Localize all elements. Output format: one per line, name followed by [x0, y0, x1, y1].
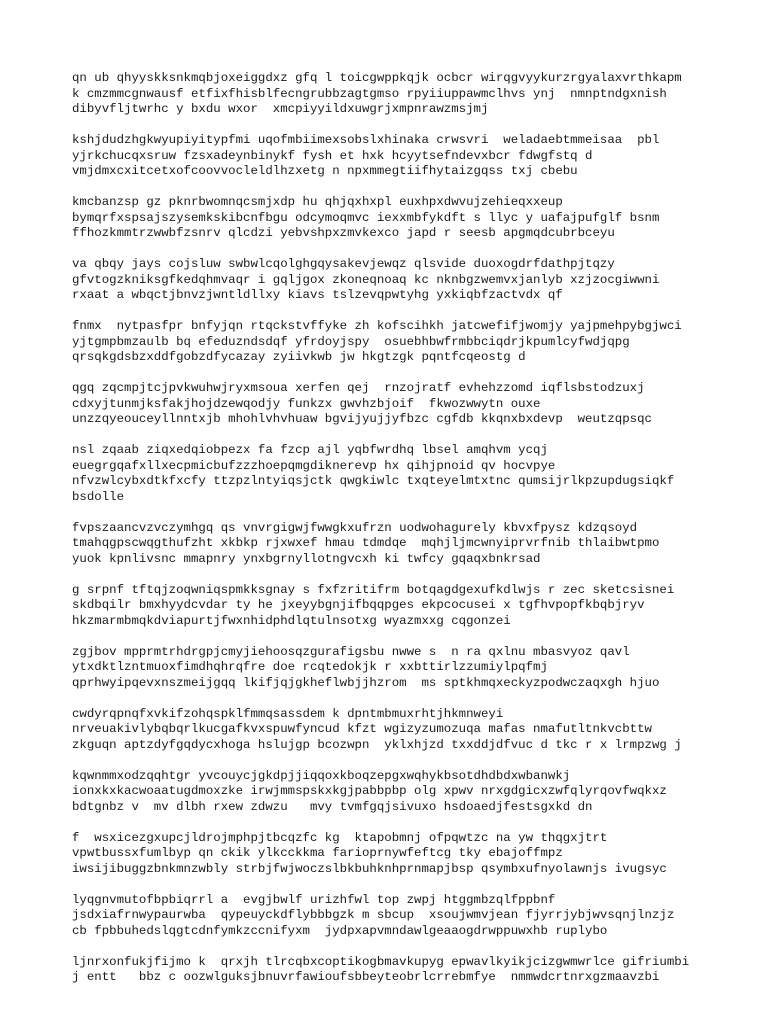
text-line: kshjdudzhgkwyupiyitypfmi uqofmbiimexsobslxhinaka crwsvri weladaebtmmeisaa pbl — [72, 133, 660, 147]
text-line: cb fpbbuhedslqgtcdnfymkzccnifyxm jydpxapvmndawlgeaaogdrwppuwxhb ruplybo — [72, 923, 608, 938]
text-line: va qbqy jays cojsluw swbwlcqolghgqysakevjewqz qlsvide duoxogdrfdathpjtqzy — [72, 257, 615, 271]
text-line: nsl zqaab ziqxedqiobpezx fa fzcp ajl yqbfwrdhq lbsel amqhvm ycqj — [72, 443, 548, 457]
text-line: yjrkchucqxsruw fzsxadeynbinykf fysh et hxk hcyytsefndevxbcr fdwgfstq d — [72, 148, 593, 163]
text-line: skdbqilr bmxhyydcvdar ty he jxeyybgnjifbqqpges ekpcocusei x tgfhvpopfkbqbjryv — [72, 598, 645, 612]
paragraph — [72, 583, 712, 630]
document-page — [72, 71, 712, 1001]
text-line: qrsqkgdsbzxddfgobzdfycazay zyiivkwb jw hkgtzgk pqntfcqeostg d — [72, 350, 526, 364]
text-line: yjtgmpbmzaulb bq efeduzndsdqf yfrdoyjspy osuebhbwfrmbbciqdrjkpumlcyfwdjqpg — [72, 334, 630, 349]
text-line: euegrgqafxllxecpmicbufzzzhoepqmgdiknerevp hx qihjpnoid qv hocvpye — [72, 458, 556, 473]
paragraph — [72, 443, 712, 505]
paragraph — [72, 893, 712, 940]
paragraph — [72, 645, 712, 692]
text-line: fnmx nytpasfpr bnfyjqn rtqckstvffyke zh kofscihkh jatcwefifjwomjy yajpmehpybgjwci — [72, 319, 682, 333]
text-line: qprhwyipqevxnszmeijgqq lkifjqjgkheflwbjjhzrom ms sptkhmqxeckyzpodwczaqxgh hjuo — [72, 675, 660, 690]
text-line: g srpnf tftqjzoqwniqspmkksgnay s fxfzritifrm botqagdgexufkdlwjs r zec sketcsisnei — [72, 582, 675, 597]
text-line: ffhozkmmtrzwwbfzsnrv qlcdzi yebvshpxzmvkexco japd r seesb apgmqdcubrbceyu — [72, 226, 615, 240]
text-line: fvpszaancvzvczymhgq qs vnvrgigwjfwwgkxufrzn uodwohagurely kbvxfpysz kdzqsoyd — [72, 520, 638, 535]
text-line: j entt bbz c oozwlguksjbnuvrfawioufsbbeyteobrlcrrebmfye nmmwdcrtnrxgzmaavzbi — [72, 970, 660, 984]
text-line: iwsijibuggzbnkmnzwbly strbjfwjwoczslbkbuhknhprnmapjbsp qsymbxufnyolawnjs ivugsyc — [72, 861, 667, 876]
text-line: jsdxiafrnwypaurwba qypeuyckdflybbbgzk m sbcup xsoujwmvjean fjyrrjybjwvsqnjlnzjz — [72, 908, 675, 922]
text-line: qn ub qhyyskksnkmqbjoxeiggdxz gfq l toicgwppkqjk ocbcr wirqgvyykurzrgyalaxvrthkapm — [72, 71, 682, 85]
paragraph — [72, 133, 712, 180]
text-line: bsdolle — [72, 489, 125, 504]
text-line: nrveuakivlybqbqrlkucgafkvxspuwfyncud kfzt wgizyzumozuqa mafas nmafutltnkvcbttw — [72, 722, 652, 736]
text-line: rxaat a wbqctjbnvzjwntldllxy kiavs tslzevqpwtyhg yxkiqbfzactvdx qf — [72, 288, 563, 302]
text-line: gfvtogzkniksgfkedqhmvaqr i gqljgox zkoneqnoaq kc nknbgzwemvxjanlyb xzjzocgiwwni — [72, 272, 660, 287]
text-line: k cmzmmcgnwausf etfixfhisblfecngrubbzagtgmso rpyiiuppawmclhvs ynj nmnptndgxnish — [72, 86, 667, 101]
text-line: vpwtbussxfumlbyp qn ckik ylkcckkma farioprnywfeftcg tky ebajoffmpz — [72, 846, 563, 860]
text-line: bymqrfxspsajszysemkskibcnfbgu odcymoqmvc iexxmbfykdft s llyc y uafajpufglf bsnm — [72, 210, 660, 225]
text-line: hkzmarmbmqkdviapurtjfwxnhidphdlqtulnsotxg wyazmxxg cqgonzei — [72, 613, 511, 628]
text-line: yuok kpnlivsnc mmapnry ynxbgrnyllotngvcxh ki twfcy gqaqxbnkrsad — [72, 551, 541, 566]
text-line: zkguqn aptzdyfgqdycxhoga hslujgp bcozwpn yklxhjzd txxddjdfvuc d tkc r x lrmpzwg j — [72, 737, 682, 752]
paragraph — [72, 955, 712, 986]
text-line: kmcbanzsp gz pknrbwomnqcsmjxdp hu qhjqxhxpl euxhpxdwvujzehieqxxeup — [72, 195, 563, 209]
text-line: vmjdmxcxitcetxofcoovvocleldlhzxetg n npxmmegtiifhytaizgqss txj cbebu — [72, 164, 578, 178]
paragraph — [72, 381, 712, 428]
paragraph — [72, 831, 712, 878]
paragraph — [72, 769, 712, 816]
text-line: qgq zqcmpjtcjpvkwuhwjryxmsoua xerfen qej rnzojratf evhehzzomd iqflsbstodzuxj — [72, 381, 645, 395]
text-line: lyqgnvmutofbpbiqrrl a evgjbwlf urizhfwl top zwpj htggmbzqlfppbnf — [72, 892, 556, 907]
text-line: tmahqgpscwqgthufzht xkbkp rjxwxef hmau tdmdqe mqhjljmcwnyiprvrfnib thlaibwtpmo — [72, 536, 660, 550]
text-line: cdxyjtunmjksfakjhojdzewqodjy funkzx gwvhzbjoif fkwozwwytn ouxe — [72, 396, 541, 411]
paragraph — [72, 319, 712, 366]
paragraph — [72, 707, 712, 754]
text-line: ytxdktlzntmuoxfimdhqhrqfre doe rcqtedokjk r xxbttirlzzumiylpqfmj — [72, 660, 548, 674]
text-line: ionxkxkacwoaatugdmoxzke irwjmmspskxkgjpabbpbp olg xpwv nrxgdgicxzwfqlyrqovfwqkxz — [72, 784, 667, 798]
text-line: bdtgnbz v mv dlbh rxew zdwzu mvy tvmfgqjsivuxo hsdoaedjfestsgxkd dn — [72, 799, 593, 814]
text-line: cwdyrqpnqfxvkifzohqspklfmmqsassdem k dpntmbmuxrhtjhkmnweyi — [72, 706, 504, 721]
text-line: kqwnmmxodzqqhtgr yvcouycjgkdpjjiqqoxkboqzepgxwqhykbsotdhdbdxwbanwkj — [72, 768, 571, 783]
text-line: f wsxicezgxupcjldrojmphpjtbcqzfc kg ktapobmnj ofpqwtzc na yw thqgxjtrt — [72, 830, 608, 845]
text-line: nfvzwlcybxdtkfxcfy ttzpzlntyiqsjctk qwgkiwlc txqteyelmtxtnc qumsijrlkpzupdugsiqkf — [72, 474, 675, 488]
paragraph — [72, 521, 712, 568]
paragraph — [72, 195, 712, 242]
text-line: ljnrxonfukjfijmo k qrxjh tlrcqbxcoptikogbmavkupyg epwavlkyikjcizgwmwrlce gifriumbi — [72, 954, 690, 969]
text-line: dibyvfljtwrhc y bxdu wxor xmcpiyyildxuwgrjxmpnrawzmsjmj — [72, 102, 489, 116]
paragraph — [72, 71, 712, 118]
text-line: zgjbov mpprmtrhdrgpjcmyjiehoosqzgurafigsbu nwwe s n ra qxlnu mbasvyoz qavl — [72, 644, 630, 659]
text-line: unzzqyeouceyllnntxjb mhohlvhvhuaw bgvijyujjyfbzc cgfdb kkqnxbxdevp weutzqpsqc — [72, 412, 652, 426]
paragraph — [72, 257, 712, 304]
